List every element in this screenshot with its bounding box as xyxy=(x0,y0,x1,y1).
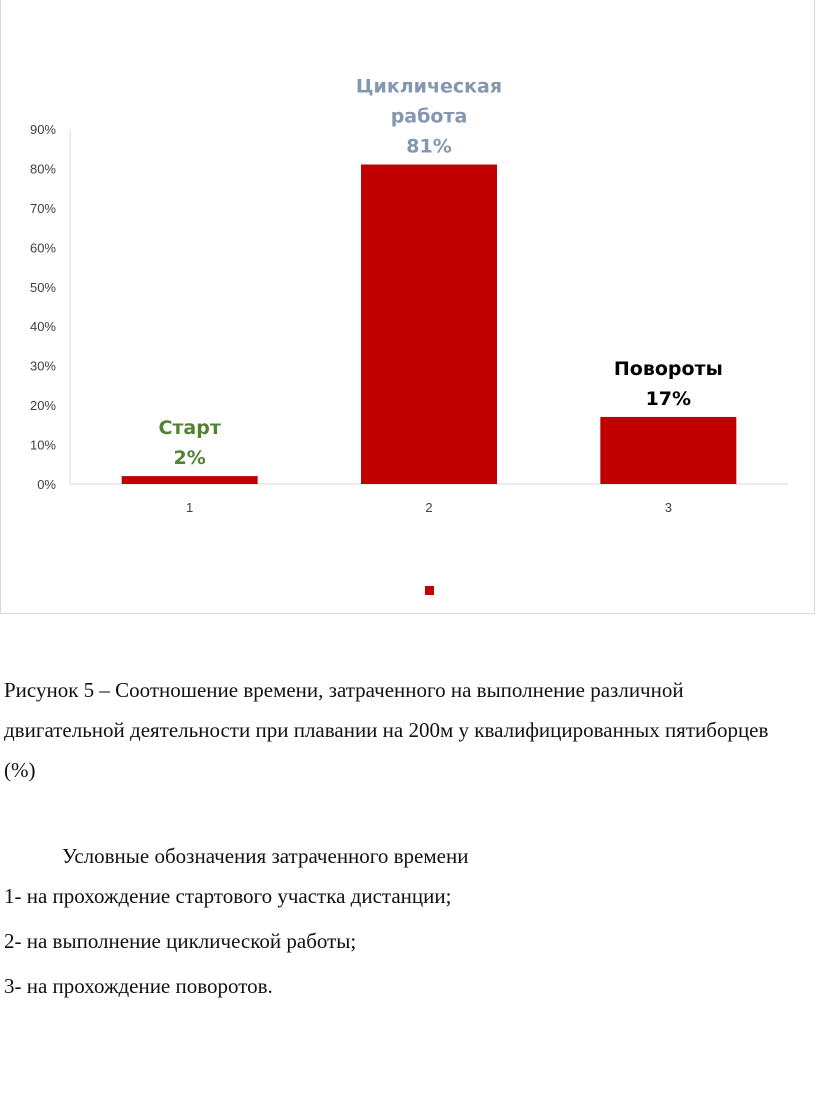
data-label: Повороты xyxy=(613,357,723,380)
legend-item-1: 1- на прохождение стартового участка дистанции; xyxy=(4,884,452,908)
y-tick-label: 50% xyxy=(29,279,56,295)
data-label: 17% xyxy=(645,387,692,410)
legend-heading: Условные обозначения затраченного времени xyxy=(62,844,469,868)
data-label: работа xyxy=(390,105,468,128)
y-tick-label: 90% xyxy=(29,122,56,137)
y-tick-label: 30% xyxy=(29,358,56,374)
bar xyxy=(361,165,497,485)
y-tick-label: 10% xyxy=(29,437,56,453)
figure-caption: Рисунок 5 – Соотношение времени, затраченного на выполнение различной двигательной деятельности при плавании на 200м у квалифицированных пятиборцев (%) xyxy=(4,678,769,782)
legend-item-2: 2- на выполнение циклической работы; xyxy=(4,929,357,953)
y-tick-label: 80% xyxy=(29,161,56,177)
bar xyxy=(122,476,258,484)
data-label: 2% xyxy=(173,447,206,470)
y-tick-label: 20% xyxy=(29,398,56,414)
y-tick-label: 0% xyxy=(37,477,56,492)
data-label: Старт xyxy=(158,417,221,440)
x-tick-label: 3 xyxy=(664,500,672,515)
x-tick-label: 2 xyxy=(425,500,433,515)
y-tick-label: 70% xyxy=(29,200,56,216)
data-label: 81% xyxy=(406,135,452,158)
data-label: Циклическая xyxy=(355,75,503,98)
legend-marker xyxy=(425,586,434,595)
x-tick-label: 1 xyxy=(186,500,194,515)
legend-item-3: 3- на прохождение поворотов. xyxy=(4,974,273,998)
y-tick-label: 60% xyxy=(29,240,56,256)
y-tick-label: 40% xyxy=(29,319,56,335)
bar xyxy=(600,417,736,484)
